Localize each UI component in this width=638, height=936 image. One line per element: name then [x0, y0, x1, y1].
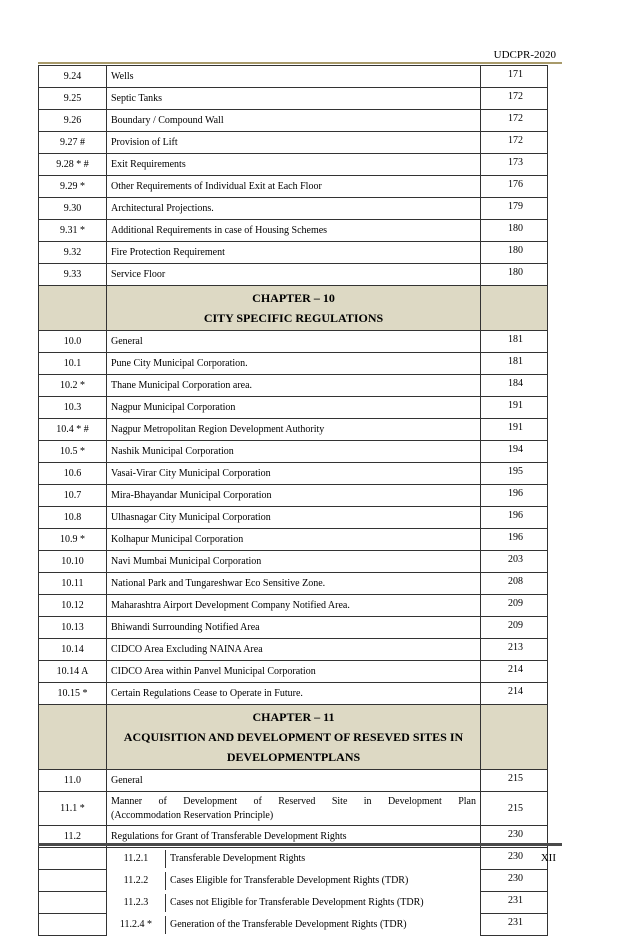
section-title: Maharashtra Airport Development Company Notified Area. — [107, 595, 481, 617]
section-title: Provision of Lift — [107, 132, 481, 154]
page-number: 196 — [481, 529, 548, 551]
page-number: 194 — [481, 441, 548, 463]
page-number: 203 — [481, 551, 548, 573]
section-number: 10.4 * # — [39, 419, 107, 441]
page-number: 196 — [481, 485, 548, 507]
subsection-title: Cases Eligible for Transferable Development Rights (TDR) — [170, 875, 409, 886]
page-number: 181 — [481, 353, 548, 375]
page-number: 180 — [481, 264, 548, 286]
toc-row — [39, 639, 548, 661]
toc-row — [39, 353, 548, 375]
subsection-number: 11.2.1 — [107, 850, 166, 868]
page-number: 171 — [481, 66, 548, 88]
chapter-11-title — [107, 705, 481, 770]
section-title: Thane Municipal Corporation area. — [107, 375, 481, 397]
subsection-cell — [107, 914, 481, 936]
toc-subrow — [39, 848, 548, 870]
section-title: Vasai-Virar City Municipal Corporation — [107, 463, 481, 485]
chapter-heading: CHAPTER – 10 — [252, 291, 335, 305]
toc-row — [39, 485, 548, 507]
section-number: 9.26 — [39, 110, 107, 132]
empty-cell — [39, 870, 107, 892]
empty-cell — [39, 848, 107, 870]
section-title: Boundary / Compound Wall — [107, 110, 481, 132]
page-number: 230 — [481, 870, 548, 892]
toc-subrow — [39, 892, 548, 914]
section-title: Navi Mumbai Municipal Corporation — [107, 551, 481, 573]
section-number: 9.32 — [39, 242, 107, 264]
section-title: Septic Tanks — [107, 88, 481, 110]
section-number: 10.10 — [39, 551, 107, 573]
page-number: 230 — [481, 826, 548, 848]
subsection-title: Transferable Development Rights — [170, 853, 306, 865]
section-number: 9.27 # — [39, 132, 107, 154]
section-title: CIDCO Area within Panvel Municipal Corporation — [107, 661, 481, 683]
chapter-11-row — [39, 705, 548, 770]
section-number: 9.24 — [39, 66, 107, 88]
page-number: 180 — [481, 242, 548, 264]
section-number: 10.14 A — [39, 661, 107, 683]
section-number: 11.0 — [39, 770, 107, 792]
toc-row — [39, 529, 548, 551]
toc-row — [39, 683, 548, 705]
toc-row — [39, 770, 548, 792]
toc-subrow — [39, 870, 548, 892]
section-number: 10.0 — [39, 331, 107, 353]
page-number: 231 — [481, 892, 548, 914]
subsection-cell — [107, 848, 481, 870]
section-title: Regulations for Grant of Transferable Development Rights — [107, 826, 481, 848]
page-number: 209 — [481, 617, 548, 639]
section-number: 10.14 — [39, 639, 107, 661]
section-title: Certain Regulations Cease to Operate in Future. — [107, 683, 481, 705]
subsection-cell — [107, 892, 481, 914]
section-title: Other Requirements of Individual Exit at Each Floor — [107, 176, 481, 198]
page-number: 195 — [481, 463, 548, 485]
page-number: 172 — [481, 88, 548, 110]
section-title: Nagpur Metropolitan Region Development Authority — [107, 419, 481, 441]
page-number: 172 — [481, 110, 548, 132]
section-number: 10.11 — [39, 573, 107, 595]
page-number: 215 — [481, 770, 548, 792]
page-number: 172 — [481, 132, 548, 154]
section-number: 10.9 * — [39, 529, 107, 551]
section-title: Mira-Bhayandar Municipal Corporation — [107, 485, 481, 507]
document-code: UDCPR-2020 — [493, 49, 556, 61]
header-rule — [38, 62, 562, 64]
section-number: 9.28 * # — [39, 154, 107, 176]
section-number: 10.3 — [39, 397, 107, 419]
toc-row — [39, 331, 548, 353]
toc-row — [39, 110, 548, 132]
chapter-number-cell — [39, 705, 107, 770]
chapter-heading: CHAPTER – 11 — [252, 710, 335, 724]
section-title: Fire Protection Requirement — [107, 242, 481, 264]
toc-subrow — [39, 914, 548, 936]
page-number: 181 — [481, 331, 548, 353]
section-title: General — [107, 770, 481, 792]
page-number: 173 — [481, 154, 548, 176]
section-title-line-1: Manner of Development of Reserved Site in Development Plan — [111, 795, 476, 807]
section-title: National Park and Tungareshwar Eco Sensitive Zone. — [107, 573, 481, 595]
toc-row — [39, 661, 548, 683]
page-number: 214 — [481, 661, 548, 683]
page-number: 215 — [481, 792, 548, 826]
toc-row — [39, 264, 548, 286]
footer-rule — [38, 843, 562, 846]
toc-row — [39, 573, 548, 595]
section-title: CIDCO Area Excluding NAINA Area — [107, 639, 481, 661]
section-number: 11.2 — [39, 826, 107, 848]
page-number: 196 — [481, 507, 548, 529]
toc-row — [39, 595, 548, 617]
section-number: 9.30 — [39, 198, 107, 220]
subsection-number: 11.2.4 * — [107, 916, 166, 934]
page-number: 209 — [481, 595, 548, 617]
section-number: 9.31 * — [39, 220, 107, 242]
subsection-title: Cases not Eligible for Transferable Development Rights (TDR) — [170, 897, 424, 908]
page-number: 184 — [481, 375, 548, 397]
toc-row — [39, 220, 548, 242]
page-number: 213 — [481, 639, 548, 661]
section-number: 9.29 * — [39, 176, 107, 198]
empty-cell — [39, 892, 107, 914]
page-number: 179 — [481, 198, 548, 220]
section-title-line-2: (Accommodation Reservation Principle) — [111, 809, 274, 821]
empty-cell — [39, 914, 107, 936]
page-number: 176 — [481, 176, 548, 198]
page-number: 208 — [481, 573, 548, 595]
section-title: General — [107, 331, 481, 353]
subsection-cell — [107, 870, 481, 892]
subsection-title: Generation of the Transferable Development Rights (TDR) — [170, 919, 407, 930]
toc-row — [39, 507, 548, 529]
chapter-name: CITY SPECIFIC REGULATIONS — [203, 311, 384, 325]
toc-row — [39, 551, 548, 573]
page-number: 191 — [481, 397, 548, 419]
chapter-10-title — [107, 286, 481, 331]
toc-row — [39, 617, 548, 639]
section-number: 10.12 — [39, 595, 107, 617]
toc-row — [39, 176, 548, 198]
toc-row — [39, 419, 548, 441]
section-number: 10.5 * — [39, 441, 107, 463]
chapter-name: ACQUISITION AND DEVELOPMENT OF RESEVED SITES IN DEVELOPMENTPLANS — [123, 730, 464, 764]
section-title: Exit Requirements — [107, 154, 481, 176]
chapter-number-cell — [39, 286, 107, 331]
toc-table — [38, 65, 548, 936]
toc-row — [39, 375, 548, 397]
toc-row — [39, 242, 548, 264]
toc-row — [39, 441, 548, 463]
page-label: XII — [540, 852, 556, 864]
page-number: 180 — [481, 220, 548, 242]
page-number: 231 — [481, 914, 548, 936]
subsection-number: 11.2.3 — [107, 894, 166, 912]
toc-row — [39, 154, 548, 176]
toc-row — [39, 397, 548, 419]
section-title: Additional Requirements in case of Housing Schemes — [107, 220, 481, 242]
section-title: Architectural Projections. — [107, 198, 481, 220]
toc-row — [39, 88, 548, 110]
section-number: 10.8 — [39, 507, 107, 529]
section-title: Kolhapur Municipal Corporation — [107, 529, 481, 551]
section-title — [107, 792, 481, 826]
section-number: 10.2 * — [39, 375, 107, 397]
chapter-page-cell — [481, 286, 548, 331]
section-number: 10.13 — [39, 617, 107, 639]
chapter-page-cell — [481, 705, 548, 770]
page-number: 191 — [481, 419, 548, 441]
subsection-number: 11.2.2 — [107, 872, 166, 890]
section-number: 10.7 — [39, 485, 107, 507]
toc-row — [39, 792, 548, 826]
chapter-10-row — [39, 286, 548, 331]
section-title: Bhiwandi Surrounding Notified Area — [107, 617, 481, 639]
page-number: 214 — [481, 683, 548, 705]
toc-row — [39, 66, 548, 88]
section-title: Pune City Municipal Corporation. — [107, 353, 481, 375]
section-number: 9.33 — [39, 264, 107, 286]
toc-row — [39, 132, 548, 154]
section-number: 11.1 * — [39, 792, 107, 826]
section-title: Nagpur Municipal Corporation — [107, 397, 481, 419]
section-number: 10.15 * — [39, 683, 107, 705]
section-title: Ulhasnagar City Municipal Corporation — [107, 507, 481, 529]
section-number: 9.25 — [39, 88, 107, 110]
page-number: 230 — [481, 848, 548, 870]
section-title: Service Floor — [107, 264, 481, 286]
section-number: 10.1 — [39, 353, 107, 375]
toc-row — [39, 463, 548, 485]
toc-row — [39, 198, 548, 220]
section-title: Wells — [107, 66, 481, 88]
section-title: Nashik Municipal Corporation — [107, 441, 481, 463]
section-number: 10.6 — [39, 463, 107, 485]
